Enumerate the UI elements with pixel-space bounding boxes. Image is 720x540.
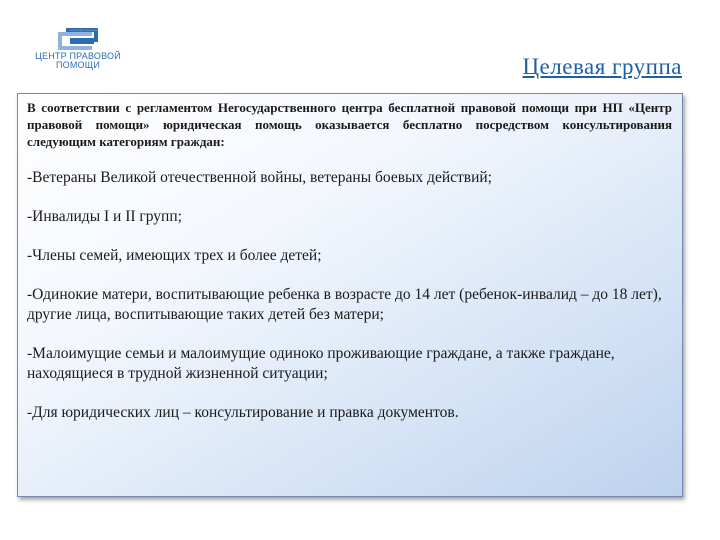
list-item: -Члены семей, имеющих трех и более детей; xyxy=(27,247,322,264)
page-title: Целевая группа xyxy=(522,54,682,79)
logo-line-1: ЦЕНТР ПРАВОВОЙ xyxy=(35,51,121,61)
logo xyxy=(30,26,126,78)
logo-tagline: негосударственный xyxy=(70,28,98,32)
list-item: -Ветераны Великой отечественной войны, ветераны боевых действий; xyxy=(27,169,492,186)
logo-line-2: ПОМОЩИ xyxy=(55,60,101,70)
list-item: -Инвалиды I и II групп; xyxy=(27,208,182,225)
content-box xyxy=(17,93,683,497)
logo-text xyxy=(30,52,126,70)
list-item: -Одинокие матери, воспитывающие ребенка в возрасте до 14 лет (ребенок-инвалид – до 18 лет), другие лица, воспитывающие таких детей без матери; xyxy=(27,286,662,323)
list-item: -Малоимущие семьи и малоимущие одиноко проживающие граждане, а также граждане, находящиеся в трудной жизненной ситуации; xyxy=(27,345,615,382)
list-item: -Для юридических лиц – консультирование и правка документов. xyxy=(27,404,459,421)
intro-paragraph: В соответствии с регламентом Негосударственного центра бесплатной правовой помощи при НП «Центр правовой помощи» юридическая помощь оказывается бесплатно посредством консультирования следующим категориям граждан: xyxy=(27,100,672,149)
